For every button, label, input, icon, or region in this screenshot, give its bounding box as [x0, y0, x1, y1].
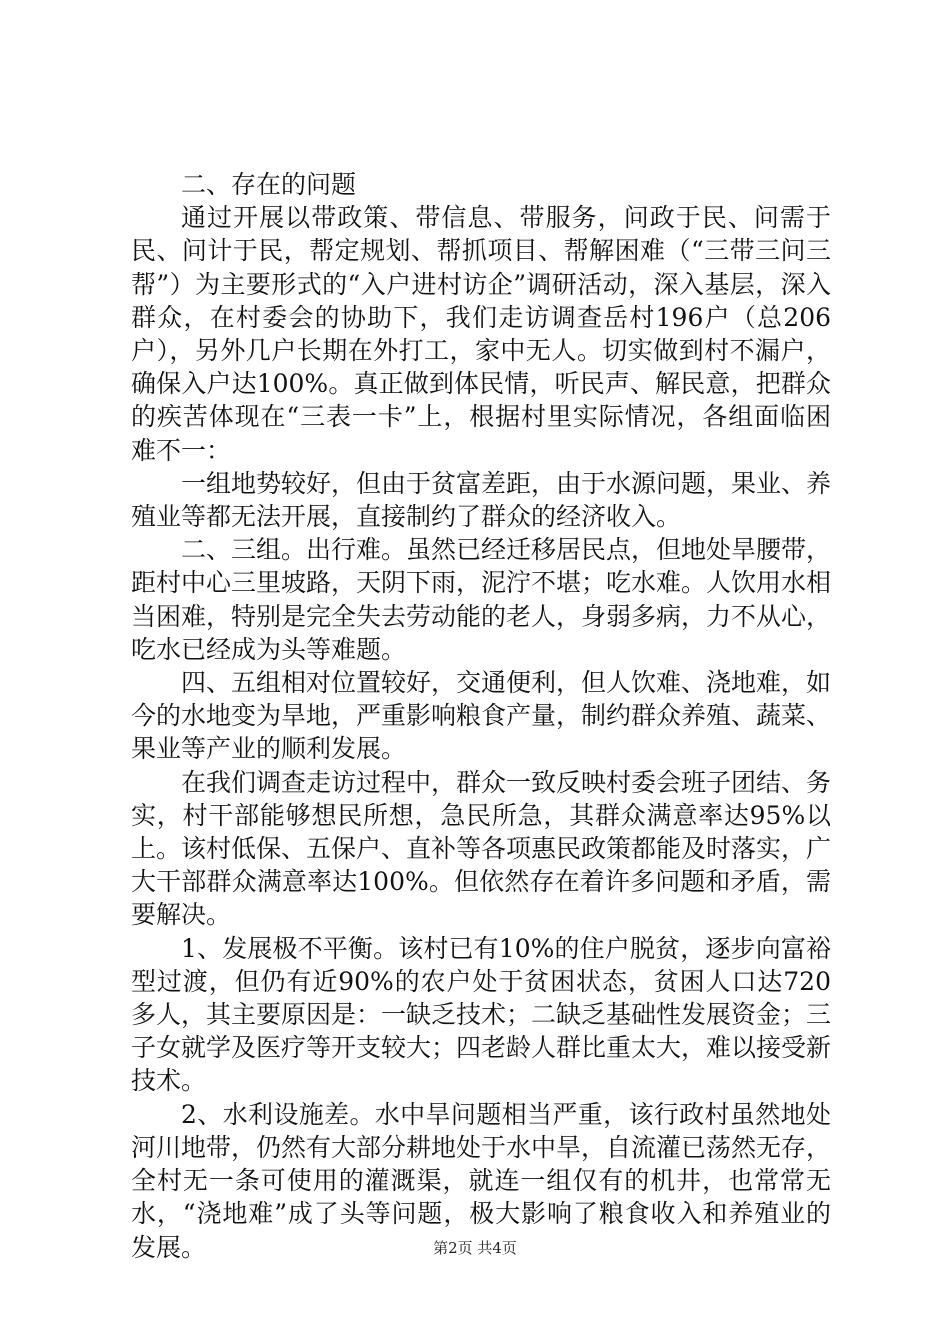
paragraph: 在我们调查走访过程中，群众一致反映村委会班子团结、务实，村干部能够想民所想，急民所急，其群众满意率达95%以上。该村低保、五保户、直补等各项惠民政策都能及时落实，广大干部群众满意率达100%。但依然存在着许多问题和矛盾，需要解决。	[131, 767, 832, 930]
paragraph: 一组地势较好，但由于贫富差距，由于水源问题，果业、养殖业等都无法开展，直接制约了群众的经济收入。	[131, 468, 832, 532]
paragraph: 四、五组相对位置较好，交通便利，但人饮难、浇地难，如今的水地变为旱地，严重影响粮食产量，制约群众养殖、蔬菜、果业等产业的顺利发展。	[131, 668, 832, 764]
page-footer	[0, 1238, 950, 1258]
paragraph: 二、三组。出行难。虽然已经迁移居民点，但地处旱腰带，距村中心三里坡路，天阴下雨，泥泞不堪；吃水难。人饮用水相当困难，特别是完全失去劳动能的老人，身弱多病，力不从心，吃水已经成为头等难题。	[131, 535, 832, 664]
paragraph: 通过开展以带政策、带信息、带服务，问政于民、问需于民、问计于民，帮定规划、帮抓项目、帮解困难（“三带三问三帮”）为主要形式的“入户进村访企”调研活动，深入基层，深入群众，在村委会的协助下，我们走访调查岳村196户（总206户），另外几户长期在外打工，家中无人。切实做到村不漏户，确保入户达100%。真正做到体民情，听民声、解民意，把群众的疾苦体现在“三表一卡”上，根据村里实际情况，各组面临困难不一：	[131, 203, 831, 465]
paragraph: 2、水利设施差。水中旱问题相当严重，该行政村虽然地处河川地带，仍然有大部分耕地处于水中旱，自流灌已荡然无存，全村无一条可使用的灌溉渠，就连一组仅有的机井，也常常无水，“浇地难”成了头等问题，极大影响了粮食收入和养殖业的发展。	[131, 1099, 832, 1262]
section-heading: 二、存在的问题	[181, 170, 357, 199]
page-number: 第2页 共4页	[433, 1239, 517, 1257]
paragraph: 1、发展极不平衡。该村已有10%的住户脱贫，逐步向富裕型过渡，但仍有近90%的农户处于贫困状态，贫困人口达720多人，其主要原因是：一缺乏技术；二缺乏基础性发展资金；三子女就学及医疗等开支较大；四老龄人群比重太大，难以接受新技术。	[131, 933, 832, 1096]
document-body	[131, 168, 831, 1264]
